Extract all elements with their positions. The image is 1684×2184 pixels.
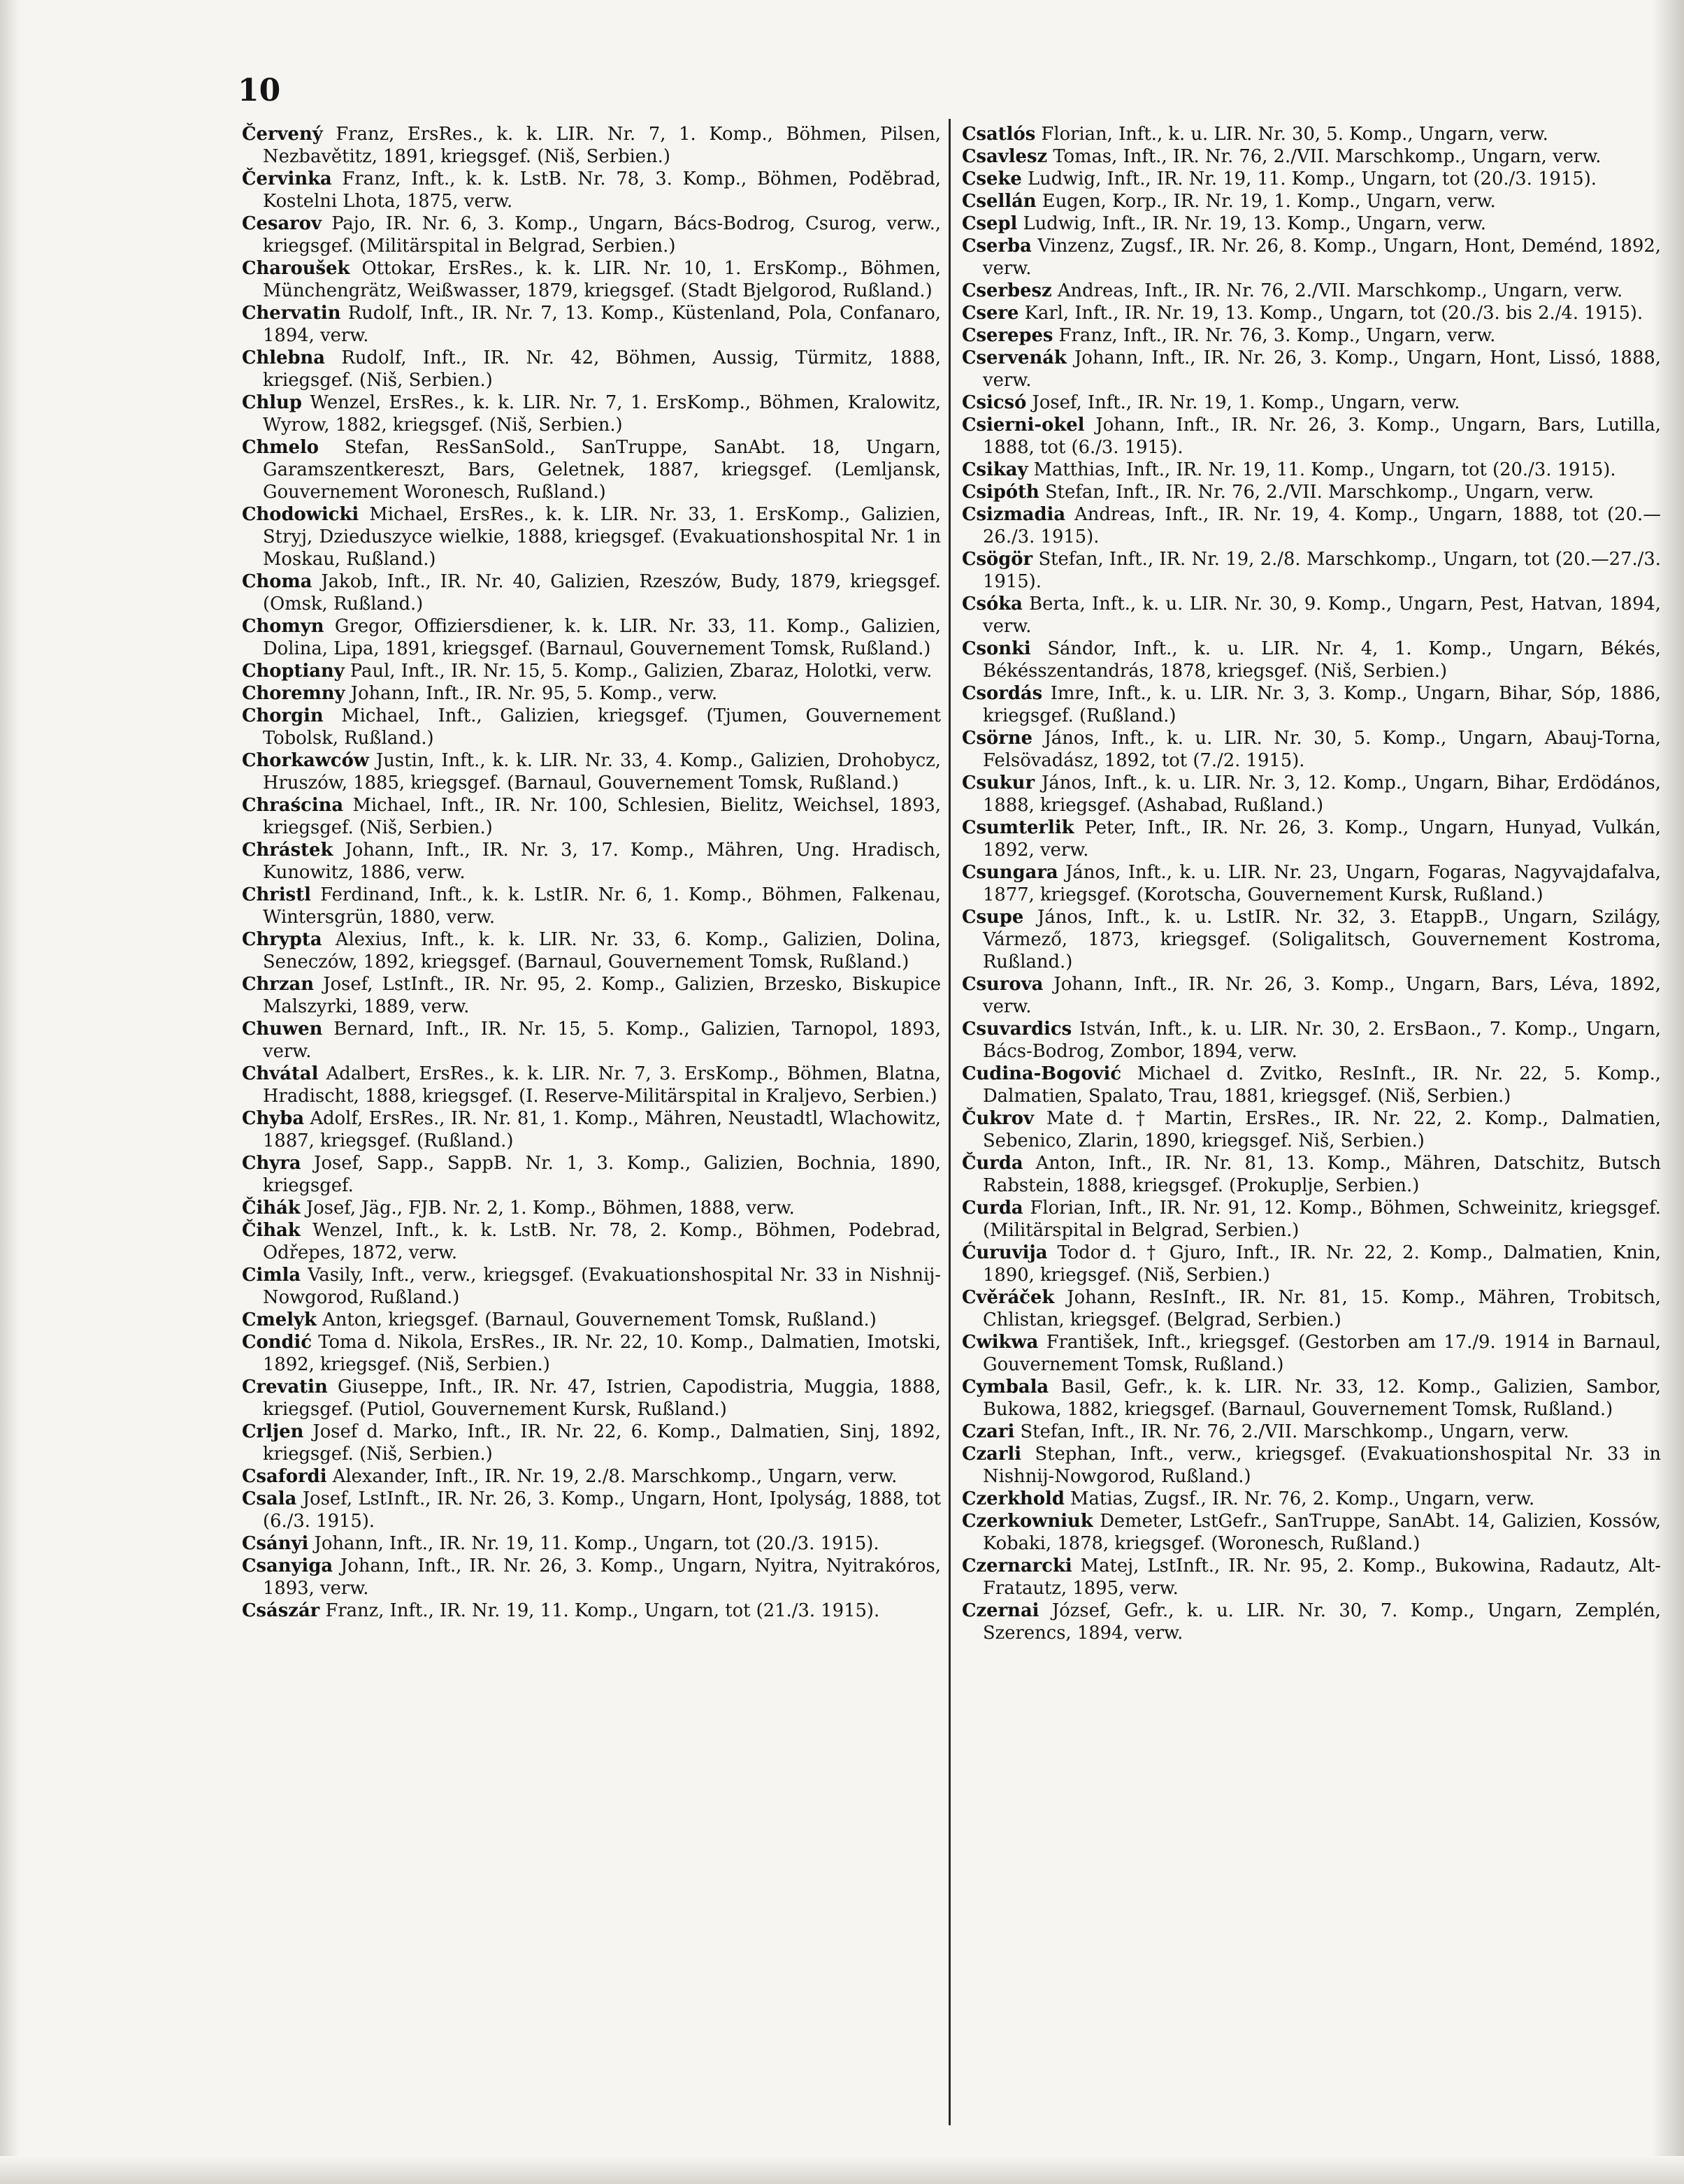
casualty-entry [962,593,1661,638]
casualty-entry [242,1532,941,1555]
entry-surname: Červinka [242,168,332,189]
entry-details: János, Inft., k. u. LstIR. Nr. 32, 3. EtappB., Ungarn, Szilágy, Vármező, 1873, kriegsgef. (Soligalitsch, Gouvernement Kostroma, Rußland.) [983,907,1661,972]
entry-details: Eugen, Korp., IR. Nr. 19, 1. Komp., Ungarn, verw. [1036,191,1496,212]
entry-details: František, Inft., kriegsgef. (Gestorben am 17./9. 1914 in Barnaul, Gouvernement Tomsk, Rußland.) [983,1332,1661,1375]
entry-details: Johann, Inft., IR. Nr. 26, 3. Komp., Ungarn, Bars, Léva, 1892, verw. [983,974,1661,1017]
entry-surname: Csepl [962,213,1018,234]
entry-details: Ludwig, Inft., IR. Nr. 19, 13. Komp., Ungarn, verw. [1017,213,1486,234]
casualty-entry [242,1331,941,1376]
casualty-entry [962,459,1661,481]
entry-surname: Czerkowniuk [962,1511,1093,1532]
entry-surname: Čukrov [962,1108,1034,1129]
entry-surname: Csörne [962,728,1033,749]
casualty-entry [242,1600,941,1622]
entry-surname: Csierni-okel [962,415,1085,436]
entry-details: Alexius, Inft., k. k. LIR. Nr. 33, 6. Komp., Galizien, Dolina, Seneczów, 1892, kriegsgef. (Barnaul, Gouvernement Tomsk, Rußland.) [263,929,941,972]
entry-details: János, Inft., k. u. LIR. Nr. 3, 12. Komp., Ungarn, Bihar, Erdödános, 1888, kriegsgef. (Ashabad, Rußland.) [983,773,1661,816]
entry-details: Anton, kriegsgef. (Barnaul, Gouvernement Tomsk, Rußland.) [316,1309,877,1330]
casualty-entry [242,1107,941,1152]
entry-surname: Csellán [962,191,1037,212]
entry-details: Demeter, LstGefr., SanTruppe, SanAbt. 14, Galizien, Kossów, Kobaki, 1878, kriegsgef. (Woronesch, Rußland.) [983,1511,1661,1554]
entry-details: Franz, Inft., IR. Nr. 19, 11. Komp., Ungarn, tot (21./3. 1915). [319,1600,880,1621]
entry-details: Paul, Inft., IR. Nr. 15, 5. Komp., Galizien, Zbaraz, Holotki, verw. [344,661,933,682]
entry-details: Johann, Inft., IR. Nr. 26, 3. Komp., Ungarn, Nyitra, Nyitrakóros, 1893, verw. [263,1556,941,1599]
entry-details: Johann, ResInft., IR. Nr. 81, 15. Komp., Mähren, Trobitsch, Chlistan, kriegsgef. (Belgrad, Serbien.) [983,1287,1661,1330]
casualty-entry [962,1510,1661,1555]
casualty-entry [962,1197,1661,1242]
casualty-entry [242,1309,941,1331]
casualty-entry [962,145,1661,168]
casualty-entry [962,548,1661,593]
entry-details: Gregor, Offiziersdiener, k. k. LIR. Nr. 33, 11. Komp., Galizien, Dolina, Lipa, 1891, kriegsgef. (Barnaul, Gouvernement Tomsk, Rußland.) [263,616,941,659]
entry-details: Stephan, Inft., verw., kriegsgef. (Evakuationshospital Nr. 33 in Nishnij-Nowgorod, Rußland.) [983,1444,1661,1487]
entry-surname: Curda [962,1198,1023,1219]
entry-surname: Csipóth [962,482,1039,503]
entry-details: Rudolf, Inft., IR. Nr. 42, Böhmen, Aussig, Türmitz, 1888, kriegsgef. (Niš, Serbien.) [263,347,941,391]
entry-details: Giuseppe, Inft., IR. Nr. 47, Istrien, Capodistria, Muggia, 1888, kriegsgef. (Putiol, Gouvernement Kursk, Rußland.) [263,1377,941,1420]
entry-details: Josef, Jäg., FJB. Nr. 2, 1. Komp., Böhmen, 1888, verw. [300,1198,795,1219]
entry-details: Josef, LstInft., IR. Nr. 26, 3. Komp., Ungarn, Hont, Ipolyság, 1888, tot (6./3. 1915). [263,1488,941,1532]
entry-surname: Czari [962,1421,1015,1442]
casualty-entry [242,884,941,928]
entry-details: Berta, Inft., k. u. LIR. Nr. 30, 9. Komp., Ungarn, Pest, Hatvan, 1894, verw. [983,594,1661,637]
casualty-entry [962,1152,1661,1197]
entry-surname: Czernai [962,1600,1039,1621]
entry-surname: Chlup [242,392,302,413]
casualty-entry [962,1286,1661,1331]
entry-details: István, Inft., k. u. LIR. Nr. 30, 2. ErsBaon., 7. Komp., Ungarn, Bács-Bodrog, Zombor, 1894, verw. [983,1019,1661,1062]
entry-surname: Csavlesz [962,146,1048,167]
entry-details: Ottokar, ErsRes., k. k. LIR. Nr. 10, 1. ErsKomp., Böhmen, Münchengrätz, Weißwasser, 1879, kriegsgef. (Stadt Bjelgorod, Rußland.) [263,258,941,301]
casualty-entry [962,414,1661,459]
casualty-entry [962,168,1661,190]
entry-details: Johann, Inft., IR. Nr. 26, 3. Komp., Ungarn, Bars, Lutilla, 1888, tot (6./3. 1915). [983,415,1661,458]
entry-surname: Csordás [962,683,1043,704]
casualty-entry [962,1107,1661,1152]
entry-surname: Čurda [962,1153,1023,1174]
casualty-entry [242,1197,941,1219]
casualty-entry [962,503,1661,548]
entry-surname: Crljen [242,1421,304,1442]
casualty-entry [962,347,1661,391]
entry-surname: Chlebna [242,347,326,368]
casualty-entry [242,660,941,682]
casualty-entry [242,123,941,168]
casualty-entry [962,391,1661,414]
casualty-entry [962,772,1661,817]
casualty-entry [962,682,1661,727]
casualty-entry [962,481,1661,503]
entry-surname: Cymbala [962,1377,1049,1398]
casualty-entry [242,749,941,794]
entry-surname: Chodowicki [242,504,359,525]
casualty-entry [242,839,941,884]
entry-details: Adalbert, ErsRes., k. k. LIR. Nr. 7, 3. ErsKomp., Böhmen, Blatna, Hradischt, 1888, kriegsgef. (I. Reserve-Militärspital in Kraljevo, Serbien.) [263,1063,941,1107]
page-edge-bottom [0,2156,1684,2184]
entry-details: Florian, Inft., IR. Nr. 91, 12. Komp., Böhmen, Schweinitz, kriegsgef. (Militärspital in Belgrad, Serbien.) [983,1198,1661,1241]
entry-details: Wenzel, Inft., k. k. LstB. Nr. 78, 2. Komp., Böhmen, Podebrad, Odřepes, 1872, verw. [263,1220,941,1263]
casualty-entry [962,302,1661,324]
casualty-entry [242,1018,941,1063]
entry-details: Vasily, Inft., verw., kriegsgef. (Evakuationshospital Nr. 33 in Nishnij-Nowgorod, Rußland.) [263,1265,941,1308]
entry-details: Matej, LstInft., IR. Nr. 95, 2. Komp., Bukowina, Radautz, Alt-Fratautz, 1895, verw. [983,1556,1661,1599]
entry-surname: Chuwen [242,1019,323,1040]
entry-details: Franz, Inft., IR. Nr. 76, 3. Komp., Ungarn, verw. [1053,325,1496,346]
entry-surname: Csala [242,1488,297,1509]
left-column [242,123,941,1622]
entry-surname: Csafordi [242,1466,327,1487]
entry-details: Franz, ErsRes., k. k. LIR. Nr. 7, 1. Komp., Böhmen, Pilsen, Nezbavětitz, 1891, kriegsgef. (Niš, Serbien.) [263,124,941,167]
casualty-entry [962,213,1661,235]
entry-surname: Czerkhold [962,1488,1065,1509]
entry-details: Johann, Inft., IR. Nr. 3, 17. Komp., Mähren, Ung. Hradisch, Kunowitz, 1886, verw. [263,840,941,883]
entry-details: Wenzel, ErsRes., k. k. LIR. Nr. 7, 1. ErsKomp., Böhmen, Kralowitz, Wyrow, 1882, kriegsgef. (Niš, Serbien.) [263,392,941,436]
entry-surname: Csuvardics [962,1019,1072,1040]
entry-surname: Cseke [962,168,1022,189]
entry-details: Johann, Inft., IR. Nr. 19, 11. Komp., Ungarn, tot (20./3. 1915). [308,1533,879,1554]
entry-details: Josef d. Marko, Inft., IR. Nr. 22, 6. Komp., Dalmatien, Sinj, 1892, kriegsgef. (Niš, Serbien.) [263,1421,941,1465]
entry-surname: Chmelo [242,437,319,458]
casualty-entry [962,1488,1661,1510]
entry-details: Stefan, ResSanSold., SanTruppe, SanAbt. 18, Ungarn, Garamszentkereszt, Bars, Geletnek, 1887, kriegsgef. (Lemljansk, Gouvernement Woronesch, Rußland.) [263,437,941,503]
entry-details: Johann, Inft., IR. Nr. 95, 5. Komp., verw. [345,683,718,704]
entry-surname: Csupe [962,907,1024,928]
entry-surname: Chrypta [242,929,322,950]
casualty-entry [962,638,1661,682]
entry-surname: Császár [242,1600,320,1621]
entry-details: Ferdinand, Inft., k. k. LstIR. Nr. 6, 1. Komp., Böhmen, Falkenau, Wintersgrün, 1880, verw. [263,884,941,928]
entry-surname: Chrzan [242,974,314,995]
page-edge-left [0,0,20,2184]
entry-surname: Chomyn [242,616,324,637]
casualty-entry [962,817,1661,861]
casualty-entry [962,1600,1661,1644]
entry-surname: Cwikwa [962,1332,1039,1353]
casualty-entry [242,570,941,615]
entry-surname: Chyra [242,1153,301,1174]
casualty-entry [242,705,941,749]
casualty-entry [962,123,1661,145]
casualty-entry [242,257,941,302]
casualty-entry [962,1555,1661,1600]
casualty-entry [242,1421,941,1465]
casualty-entry [962,973,1661,1018]
entry-details: Michael, Inft., Galizien, kriegsgef. (Tjumen, Gouvernement Tobolsk, Rußland.) [263,705,941,749]
entry-surname: Cimla [242,1265,301,1286]
entry-details: János, Inft., k. u. LIR. Nr. 30, 5. Komp., Ungarn, Abauj-Torna, Felsövadász, 1892, tot (7./2. 1915). [983,728,1661,771]
casualty-entry [242,928,941,973]
casualty-entry [242,1219,941,1264]
entry-details: Ludwig, Inft., IR. Nr. 19, 11. Komp., Ungarn, tot (20./3. 1915). [1021,168,1597,189]
entry-surname: Čihák [242,1198,301,1219]
entry-details: Matias, Zugsf., IR. Nr. 76, 2. Komp., Ungarn, verw. [1064,1488,1535,1509]
casualty-entry [962,727,1661,772]
entry-details: Karl, Inft., IR. Nr. 19, 13. Komp., Ungarn, tot (20./3. bis 2./4. 1915). [1019,303,1643,324]
entry-details: Josef, LstInft., IR. Nr. 95, 2. Komp., Galizien, Brzesko, Biskupice Malszyrki, 1889, verw. [263,974,941,1017]
casualty-entry [962,861,1661,906]
entry-details: Michael d. Zvitko, ResInft., IR. Nr. 22, 5. Komp., Dalmatien, Spalato, Trau, 1881, kriegsgef. (Niš, Serbien.) [983,1063,1661,1107]
entry-details: Vinzenz, Zugsf., IR. Nr. 26, 8. Komp., Ungarn, Hont, Deménd, 1892, verw. [983,236,1661,279]
entry-surname: Červený [242,124,323,145]
entry-details: János, Inft., k. u. LIR. Nr. 23, Ungarn, Fogaras, Nagyvajdafalva, 1877, kriegsgef. (Korotscha, Gouvernement Kursk, Rußland.) [983,862,1661,905]
entry-details: Stefan, Inft., IR. Nr. 76, 2./VII. Marschkomp., Ungarn, verw. [1039,482,1595,503]
casualty-entry [962,906,1661,973]
entry-details: Mate d. † Martin, ErsRes., IR. Nr. 22, 2. Komp., Dalmatien, Sebenico, Zlarin, 1890, kriegsgef. Niš, Serbien.) [983,1108,1661,1151]
entry-surname: Csögör [962,549,1033,570]
entry-surname: Chyba [242,1108,305,1129]
entry-surname: Chorkawców [242,750,370,771]
entry-surname: Czarli [962,1444,1022,1465]
casualty-entry [242,213,941,257]
entry-surname: Csanyiga [242,1556,333,1576]
casualty-entry [242,1488,941,1532]
entry-details: Bernard, Inft., IR. Nr. 15, 5. Komp., Galizien, Tarnopol, 1893, verw. [263,1019,941,1062]
entry-surname: Cudina-Bogović [962,1063,1122,1084]
casualty-entry [242,794,941,839]
entry-details: Florian, Inft., k. u. LIR. Nr. 30, 5. Komp., Ungarn, verw. [1035,124,1548,145]
entry-details: Josef, Sapp., SappB. Nr. 1, 3. Komp., Galizien, Bochnia, 1890, kriegsgef. [263,1153,941,1196]
entry-surname: Csumterlik [962,817,1074,838]
entry-surname: Ćuruvija [962,1242,1048,1263]
entry-surname: Czernarcki [962,1556,1072,1576]
casualty-entry [962,190,1661,213]
entry-details: Michael, ErsRes., k. k. LIR. Nr. 33, 1. ErsKomp., Galizien, Stryj, Dzieduszyce wielkie, 1888, kriegsgef. (Evakuationshospital Nr. 1 in Moskau, Rußland.) [263,504,941,570]
casualty-entry [242,1465,941,1488]
casualty-entry [242,302,941,347]
entry-surname: Csóka [962,594,1023,615]
casualty-entry [242,436,941,503]
entry-surname: Csizmadia [962,504,1066,525]
casualty-entry [962,1443,1661,1488]
entry-details: Toma d. Nikola, ErsRes., IR. Nr. 22, 10. Komp., Dalmatien, Imotski, 1892, kriegsgef. (Niš, Serbien.) [263,1332,941,1375]
entry-surname: Cserba [962,236,1032,257]
casualty-entry [962,1421,1661,1443]
casualty-entry [962,1376,1661,1421]
entry-details: Anton, Inft., IR. Nr. 81, 13. Komp., Mähren, Datschitz, Butsch Rabstein, 1888, kriegsgef. (Prokuplje, Serbien.) [983,1153,1661,1196]
casualty-entry [962,1063,1661,1107]
entry-details: Todor d. † Gjuro, Inft., IR. Nr. 22, 2. Komp., Dalmatien, Knin, 1890, kriegsgef. (Niš, Serbien.) [983,1242,1661,1286]
entry-surname: Cserbesz [962,280,1052,301]
casualty-entry [242,503,941,570]
entry-surname: Choremny [242,683,345,704]
entry-surname: Csurova [962,974,1044,995]
casualty-entry [962,1018,1661,1063]
casualty-entry [962,235,1661,280]
entry-surname: Cserepes [962,325,1053,346]
entry-details: Peter, Inft., IR. Nr. 26, 3. Komp., Ungarn, Hunyad, Vulkán, 1892, verw. [983,817,1661,861]
entry-surname: Chraścina [242,795,344,816]
entry-surname: Chvátal [242,1063,319,1084]
casualty-entry [242,973,941,1018]
entry-details: Justin, Inft., k. k. LIR. Nr. 33, 4. Komp., Galizien, Drohobycz, Hruszów, 1885, kriegsgef. (Barnaul, Gouvernement Tomsk, Rußland.) [263,750,941,793]
entry-surname: Csere [962,303,1019,324]
entry-details: Adolf, ErsRes., IR. Nr. 81, 1. Komp., Mähren, Neustadtl, Wlachowitz, 1887, kriegsgef. (Rußland.) [263,1108,941,1151]
entry-details: Matthias, Inft., IR. Nr. 19, 11. Komp., Ungarn, tot (20./3. 1915). [1028,459,1616,480]
casualty-entry [242,168,941,213]
entry-details: Rudolf, Inft., IR. Nr. 7, 13. Komp., Küstenland, Pola, Confanaro, 1894, verw. [263,303,941,346]
entry-surname: Csányi [242,1533,309,1554]
entry-details: Stefan, Inft., IR. Nr. 19, 2./8. Marschkomp., Ungarn, tot (20.—27./3. 1915). [983,549,1661,592]
entry-details: Johann, Inft., IR. Nr. 26, 3. Komp., Ungarn, Hont, Lissó, 1888, verw. [983,347,1661,391]
casualty-entry [242,682,941,705]
entry-surname: Chrástek [242,840,333,861]
casualty-entry [242,347,941,391]
entry-surname: Cvěráček [962,1287,1055,1308]
casualty-entry [242,615,941,660]
entry-surname: Cservenák [962,347,1067,368]
right-column [962,123,1661,1644]
casualty-entry [242,1376,941,1421]
page-number: 10 [238,73,281,108]
entry-surname: Chorgin [242,705,324,726]
casualty-entry [962,280,1661,302]
entry-surname: Charoušek [242,258,350,279]
entry-surname: Choma [242,571,312,592]
entry-details: Franz, Inft., k. k. LstB. Nr. 78, 3. Komp., Böhmen, Podĕbrad, Kostelni Lhota, 1875, verw. [263,168,941,212]
entry-details: Stefan, Inft., IR. Nr. 76, 2./VII. Marschkomp., Ungarn, verw. [1014,1421,1569,1442]
casualty-entry [242,1152,941,1197]
entry-details: Pajo, IR. Nr. 6, 3. Komp., Ungarn, Bács-Bodrog, Csurog, verw., kriegsgef. (Militärspital in Belgrad, Serbien.) [263,213,941,257]
entry-surname: Crevatin [242,1377,328,1398]
entry-surname: Cmelyk [242,1309,317,1330]
column-divider [949,119,951,2125]
entry-details: Josef, Inft., IR. Nr. 19, 1. Komp., Ungarn, verw. [1026,392,1460,413]
entry-details: Michael, Inft., IR. Nr. 100, Schlesien, Bielitz, Weichsel, 1893, kriegsgef. (Niš, Serbien.) [263,795,941,838]
entry-details: József, Gefr., k. u. LIR. Nr. 30, 7. Komp., Ungarn, Zemplén, Szerencs, 1894, verw. [983,1600,1661,1644]
entry-surname: Csukur [962,773,1035,793]
entry-surname: Csicsó [962,392,1027,413]
entry-surname: Christl [242,884,311,905]
entry-details: Imre, Inft., k. u. LIR. Nr. 3, 3. Komp., Ungarn, Bihar, Sóp, 1886, kriegsgef. (Rußland.) [983,683,1661,726]
entry-details: Andreas, Inft., IR. Nr. 19, 4. Komp., Ungarn, 1888, tot (20.—26./3. 1915). [983,504,1661,547]
casualty-entry [962,1242,1661,1286]
casualty-entry [242,391,941,436]
entry-surname: Csonki [962,638,1031,659]
casualty-entry [962,324,1661,347]
entry-details: Andreas, Inft., IR. Nr. 76, 2./VII. Marschkomp., Ungarn, verw. [1051,280,1623,301]
entry-surname: Choptiany [242,661,345,682]
casualty-entry [242,1063,941,1107]
casualty-entry [242,1555,941,1600]
entry-surname: Chervatin [242,303,341,324]
casualty-entry [962,1331,1661,1376]
entry-surname: Condić [242,1332,312,1353]
entry-surname: Csatlós [962,124,1036,145]
entry-surname: Csikay [962,459,1028,480]
entry-details: Sándor, Inft., k. u. LIR. Nr. 4, 1. Komp., Ungarn, Békés, Békésszentandrás, 1878, kriegsgef. (Niš, Serbien.) [983,638,1661,682]
entry-surname: Cesarov [242,213,322,234]
entry-details: Jakob, Inft., IR. Nr. 40, Galizien, Rzeszów, Budy, 1879, kriegsgef. (Omsk, Rußland.) [263,571,941,615]
entry-details: Tomas, Inft., IR. Nr. 76, 2./VII. Marschkomp., Ungarn, verw. [1047,146,1602,167]
entry-surname: Čihak [242,1220,301,1241]
entry-surname: Csungara [962,862,1058,883]
entry-details: Alexander, Inft., IR. Nr. 19, 2./8. Marschkomp., Ungarn, verw. [326,1466,898,1487]
entry-details: Basil, Gefr., k. k. LIR. Nr. 33, 12. Komp., Galizien, Sambor, Bukowa, 1882, kriegsgef. (Barnaul, Gouvernement Tomsk, Rußland.) [983,1377,1661,1420]
casualty-entry [242,1264,941,1309]
